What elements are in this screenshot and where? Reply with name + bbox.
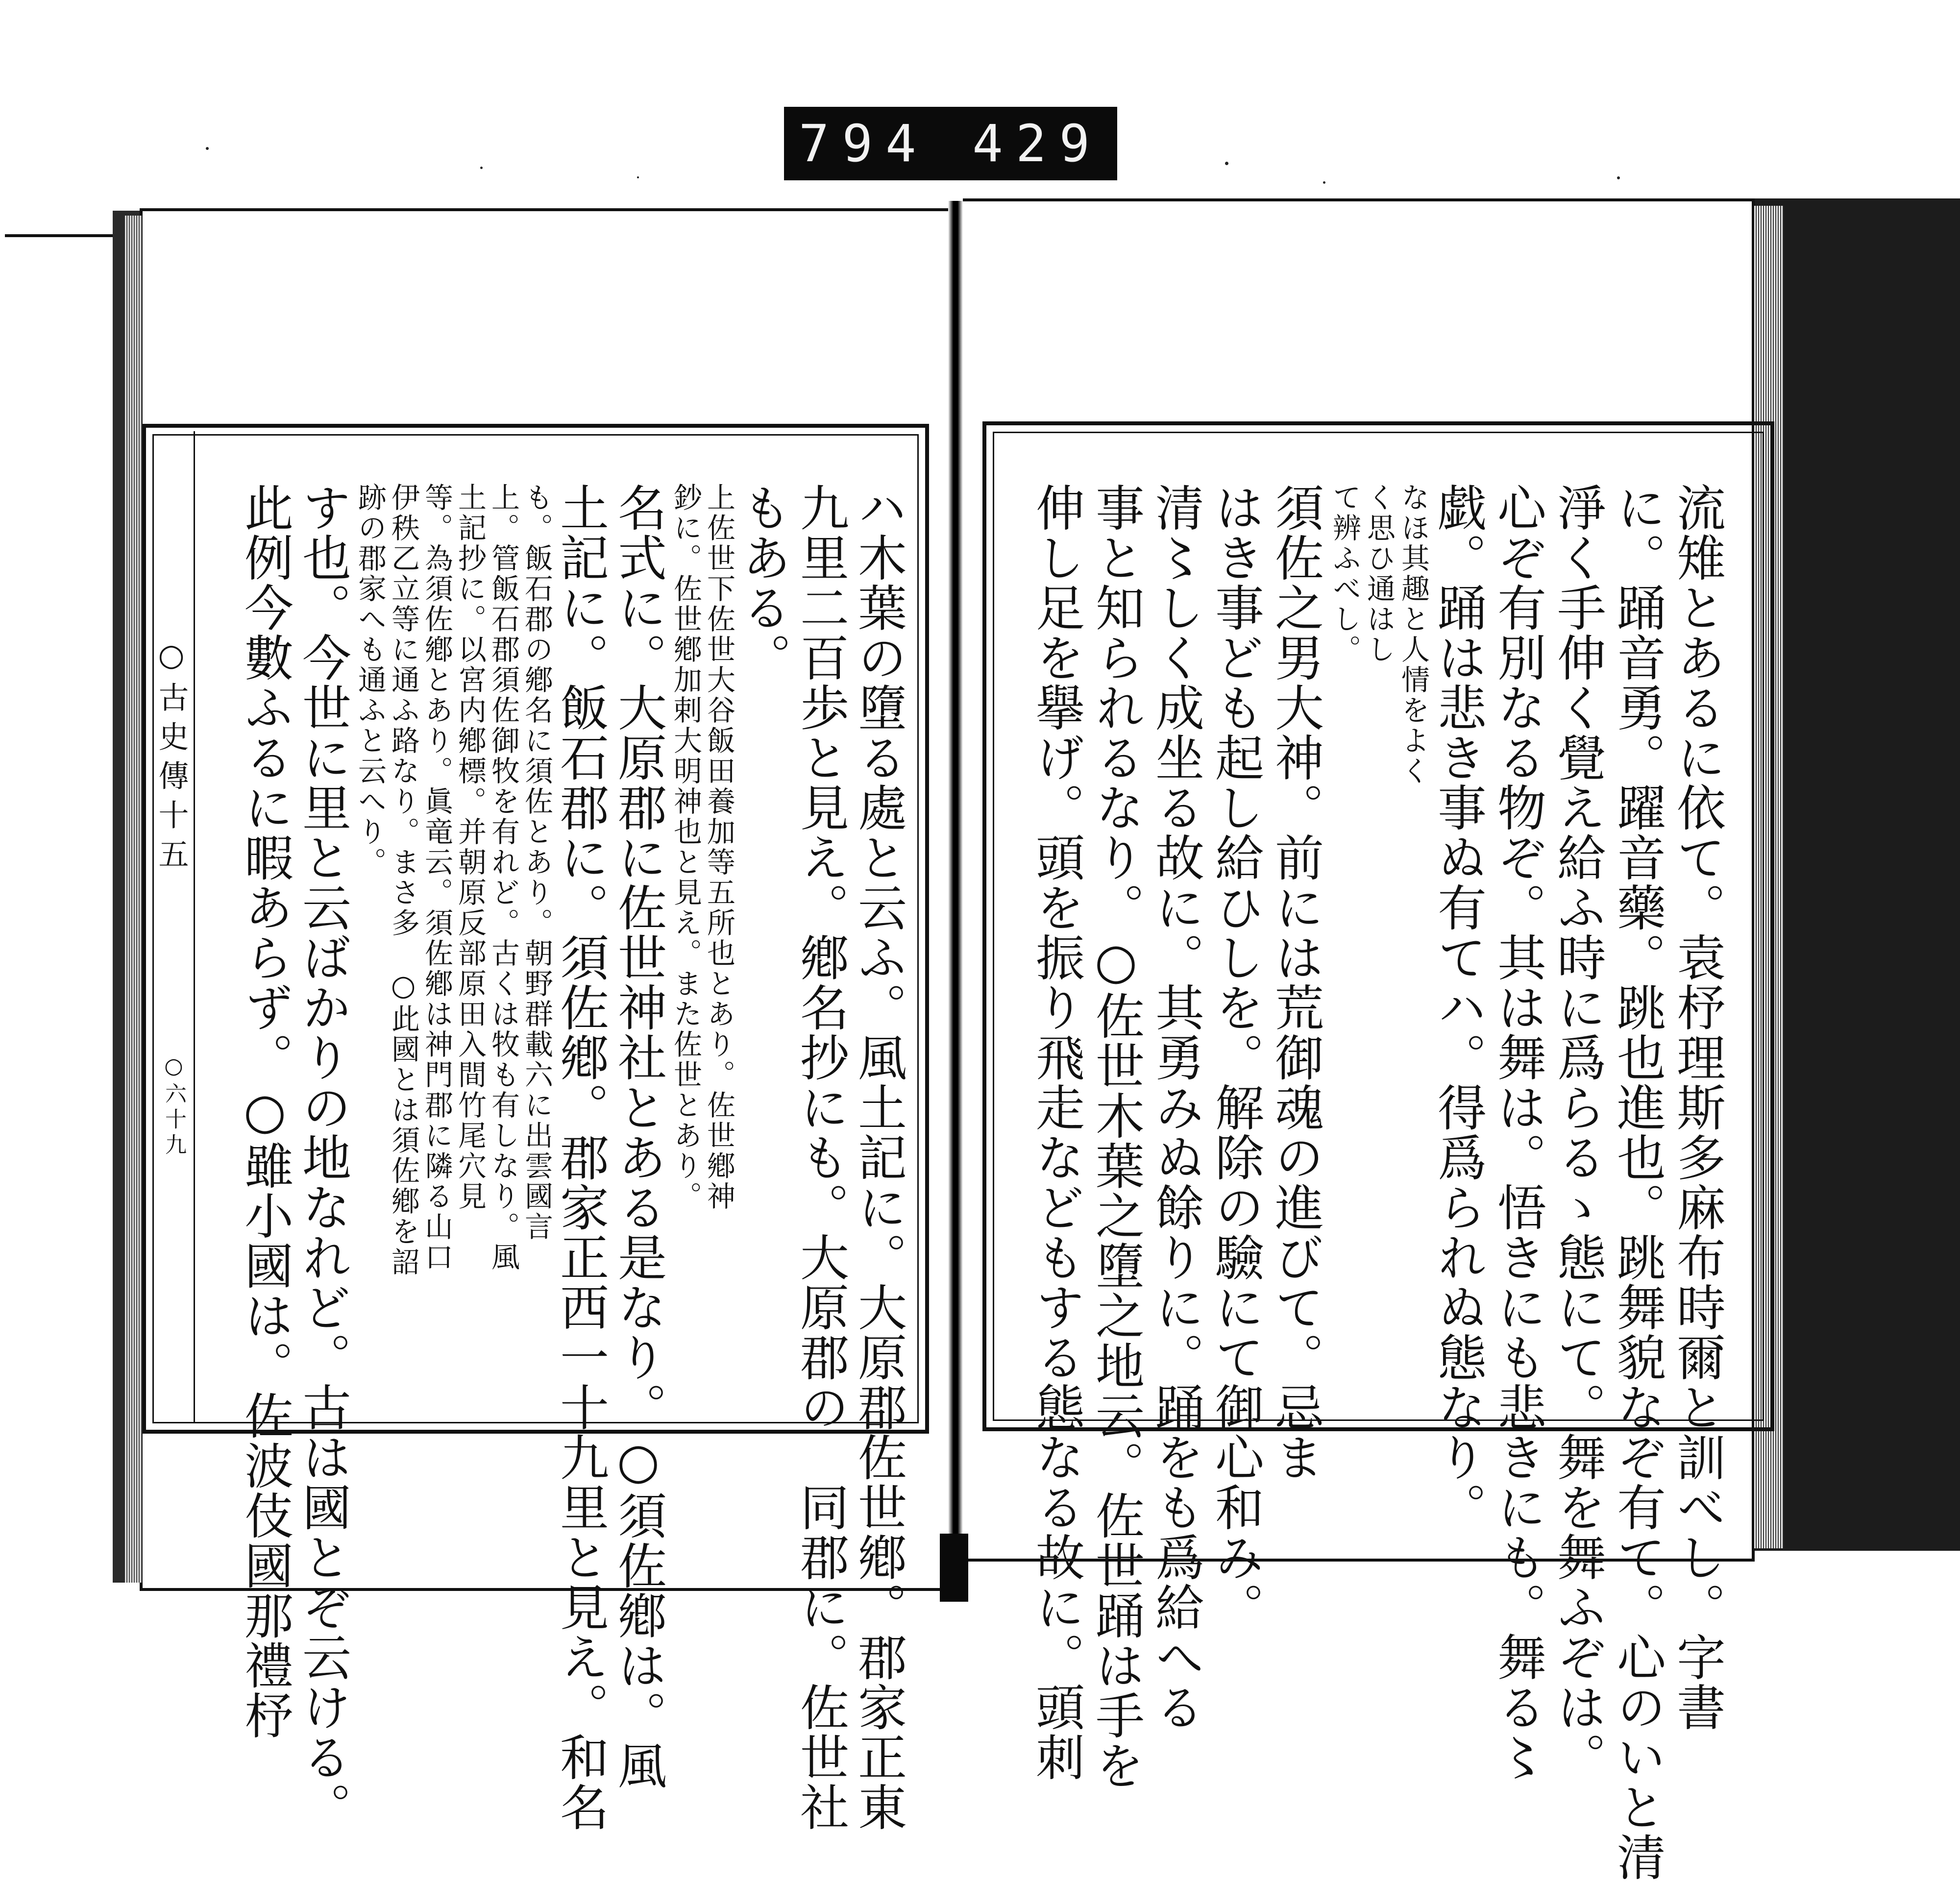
text-column: はき事ども起し給ひしを。解除の驗にて御心和み。 — [1207, 483, 1264, 1632]
text-column: 九里二百歩と見え。鄕名抄にも。大原郡の 同郡に。佐世社 — [792, 483, 849, 1832]
bookmark-ribbon — [940, 1534, 968, 1602]
text-column: 事と知られるなり。○佐世木葉之墮之地云。佐世踊は手を — [1087, 483, 1145, 1790]
text-column: 清〻しく成坐る故に。其勇みぬ餘りに。踊をも爲給へる — [1147, 483, 1204, 1732]
text-column: 名式に。大原郡に佐世神社とある是なり。○須佐鄕は。風 — [610, 483, 667, 1790]
annotation-column: なほ其趣と人情をよく — [1396, 483, 1430, 786]
annotation-column: 跡の郡家へも通ふと云へり。 — [353, 483, 387, 878]
text-column: 須佐之男大神。前には荒御魂の進びて。忌ま — [1267, 483, 1324, 1482]
text-column: 淨く手伸く覺え給ふ時に爲らるゝ態にて。舞を舞ふぞは。 — [1549, 483, 1606, 1782]
text-column: に。踊音勇。躍音藥。跳也進也。跳舞貌なぞ有て。心のいと清 — [1609, 483, 1666, 1882]
text-column: 伸し足を擧げ。頭を振り飛走などもする態なる故に。頭刺 — [1028, 483, 1085, 1782]
text-column: 流雉とあるに依て。袁杼理斯多麻布時爾と訓べし。字書 — [1668, 483, 1726, 1732]
text-column: 此例今數ふるに暇あらず。○雖小國は。佐波伎國那禮杼 — [236, 483, 294, 1740]
scan-label: 794 429 — [784, 107, 1117, 180]
annotation-column: も。飯石郡の鄕名に須佐とあり。朝野群載六に出雲國言 — [520, 483, 553, 1242]
annotation-column: 上佐世下佐世大谷飯田養加等五所也とあり。佐世鄕神 — [702, 483, 735, 1212]
text-column: 心ぞ有別なる物ぞ。其は舞は。悟きにも悲きにも。舞る〻 — [1489, 483, 1546, 1782]
left-page-edges — [125, 216, 142, 1583]
header-rule — [194, 431, 195, 1423]
book-title-header: ○古史傳十五 — [153, 637, 189, 878]
text-column: 土記に。飯石郡に。須佐鄕。郡家正西一十九里と見え。和名 — [552, 483, 609, 1832]
annotation-column: て辨ふべし。 — [1328, 483, 1361, 665]
page-number: ○六十九 — [161, 1053, 186, 1159]
text-column: す也。今世に里と云ばかりの地なれど。古は國とぞ云ける。 — [294, 483, 351, 1832]
book-gutter — [948, 201, 963, 1597]
annotation-column: 土記抄に。以宮内鄕標。并朝原反部原田入間竹尾穴見 — [453, 483, 487, 1212]
text-column: もある。 — [734, 483, 791, 683]
text-column: ハ木葉の墮る處と云ふ。風土記に。大原郡佐世鄕。郡家正東 — [850, 483, 907, 1832]
annotation-column: 等。為須佐鄕とあり。眞竜云。須佐鄕は神門郡に隣る山口 — [420, 483, 453, 1272]
annotation-column: 上。管飯石郡須佐御牧を有れど。古くは牧も有しなり。風 — [487, 483, 520, 1272]
annotation-column: 鈔に。佐世鄕加剌大明神也と見え。また佐世とあり。 — [669, 483, 702, 1212]
annotation-column: く思ひ通はし — [1362, 483, 1396, 665]
text-column: 戯。踊は悲き事ぬ有てハ。得爲られぬ態なり。 — [1429, 483, 1487, 1532]
annotation-column: 伊秩乙立等に通ふ路なり。まさ多 ○此國とは須佐鄕を詔 — [387, 483, 420, 1277]
